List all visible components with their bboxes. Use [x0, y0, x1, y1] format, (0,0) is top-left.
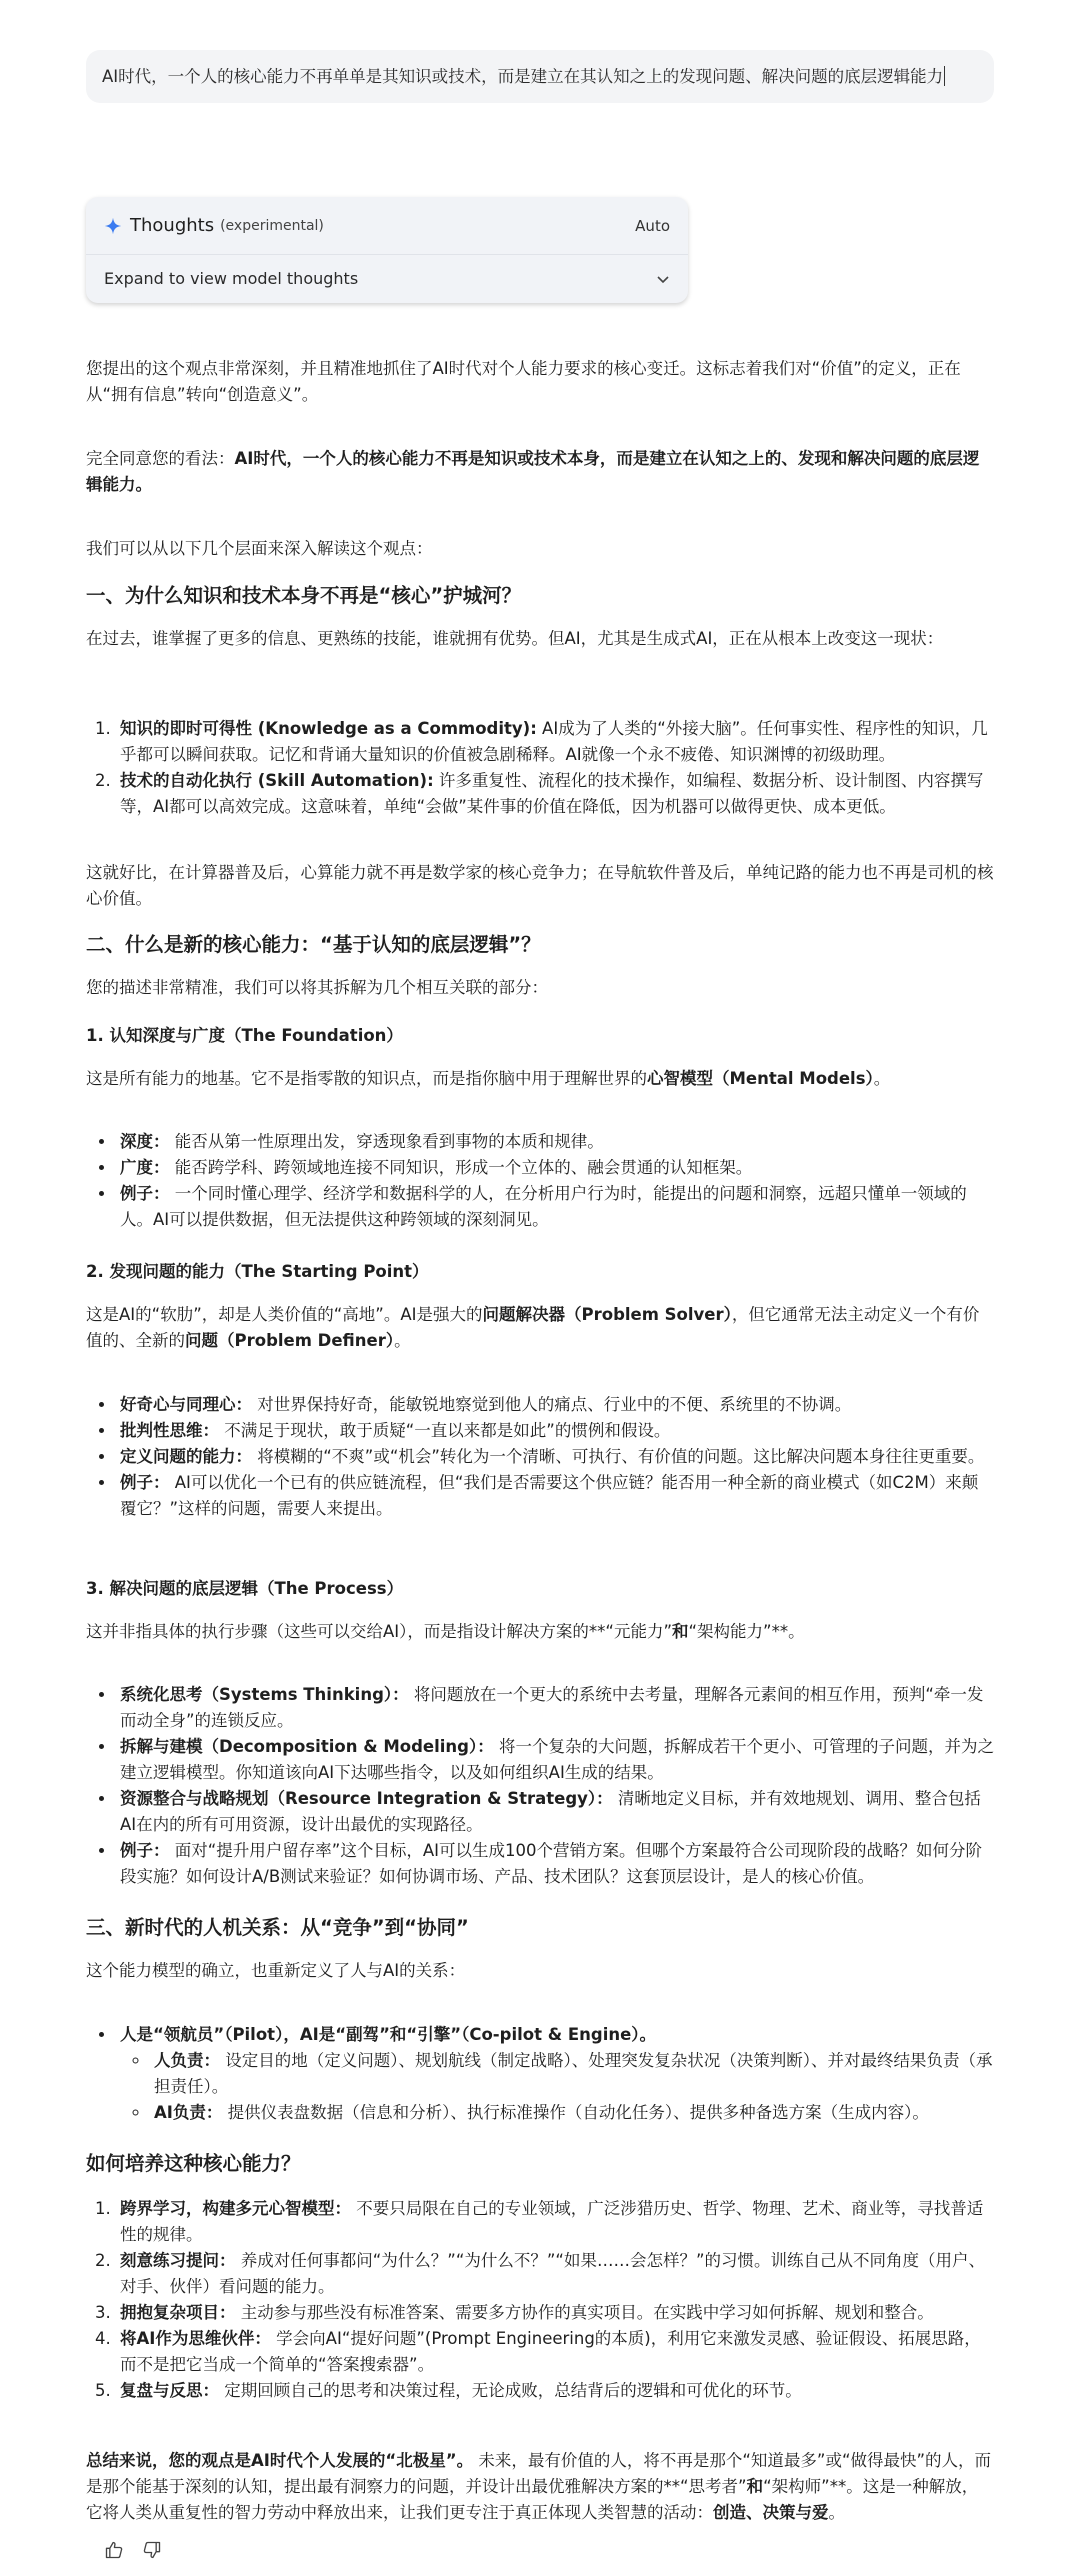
section-3-heading: 三、新时代的人机关系：从“竞争”到“协同” [86, 1916, 469, 1939]
lead-text: 这并非指具体的执行步骤（这些可以交给AI），而是指设计解决方案的**“元能力” [86, 1622, 672, 1641]
lead-text: 。 [394, 1331, 411, 1350]
list-item-bold: 拆解与建模（Decomposition & Modeling）： [120, 1737, 494, 1756]
list-item-bold: 系统化思考（Systems Thinking）： [120, 1685, 409, 1704]
list-item-text: 面对“提升用户留存率”这个目标，AI可以生成100个营销方案。但哪个方案最符合公司现阶段的战略？如何分阶段实施？如何设计A/B测试来验证？如何协调市场、产品、技术团队？这套顶层设计，是人的核心价值。 [120, 1841, 982, 1886]
list-item-bold: 人负责： [154, 2051, 220, 2070]
user-prompt-text: AI时代，一个人的核心能力不再单单是其知识或技术，而是建立在其认知之上的发现问题、解决问题的底层逻辑能力 [102, 67, 944, 86]
lead-text: 。 [873, 1069, 891, 1088]
subsection-2-2-lead [86, 1302, 994, 1354]
user-prompt-bubble [86, 50, 994, 103]
expand-thoughts-button[interactable] [86, 255, 688, 303]
list-item-bold: 技术的自动化执行 (Skill Automation): [120, 771, 434, 790]
list-item [116, 2196, 994, 2248]
list-item-bold: 将AI作为思维伙伴： [120, 2329, 271, 2348]
list-item-text: 主动参与那些没有标准答案、需要多方协作的真实项目。在实践中学习如何拆解、规划和整合。 [235, 2303, 934, 2322]
agree-paragraph [86, 446, 994, 498]
lead-bold: 问题解决器（Problem Solver） [482, 1305, 732, 1324]
list-item-text: AI成为了人类的“外接大脑”。任何事实性、程序性的知识，几乎都可以瞬间获取。记忆和背诵大量知识的价值被急剧稀释。AI就像一个永不疲倦、知识渊博的初级助理。 [120, 719, 988, 764]
agree-text: 完全同意您的看法： [86, 449, 235, 468]
lead-bold: 心智模型（Mental Models） [647, 1069, 874, 1088]
thumbs-down-icon[interactable] [142, 2540, 162, 2560]
list-item-text: 能否从第一性原理出发，穿透现象看到事物的本质和规律。 [169, 1132, 604, 1151]
section-1-list [86, 716, 994, 820]
list-item [116, 1392, 994, 1418]
sub-list-item [150, 2048, 994, 2100]
list-item [116, 1444, 994, 1470]
list-item [116, 1470, 994, 1522]
section-2-heading: 二、什么是新的核心能力：“基于认知的底层逻辑”？ [86, 933, 541, 956]
subsection-2-1-lead [86, 1066, 994, 1092]
section-3-sublist [120, 2048, 994, 2126]
thoughts-header [86, 197, 688, 255]
list-item-bold: 跨界学习，构建多元心智模型： [120, 2199, 351, 2218]
list-item-text: 将问题放在一个更大的系统中去考量，理解各元素间的相互作用，预判“牵一发而动全身”的连锁反应。 [120, 1685, 984, 1730]
list-item-bold: 拥抱复杂项目： [120, 2303, 236, 2322]
list-item [116, 2300, 994, 2326]
list-item [116, 1181, 994, 1233]
list-item-bold: 例子： [120, 1473, 170, 1492]
subsection-2-1-list [86, 1129, 994, 1233]
section-3-list [86, 2022, 994, 2126]
list-item-bold: 广度： [120, 1158, 170, 1177]
list-item-bold: 例子： [120, 1184, 170, 1203]
subsection-2-2-heading: 2. 发现问题的能力（The Starting Point） [86, 1262, 429, 1281]
list-item [116, 716, 994, 768]
list-item-text: 清晰地定义目标，并有效地规划、调用、整合包括AI在内的所有可用资源，设计出最优的实现路径。 [120, 1789, 981, 1834]
intro-paragraph: 您提出的这个观点非常深刻，并且精准地抓住了AI时代对个人能力要求的核心变迁。这标志着我们对“价值”的定义，正在从“拥有信息”转向“创造意义”。 [86, 359, 961, 404]
list-item-text: 养成对任何事都问“为什么？”“为什么不？”“如果……会怎样？”的习惯。训练自己从不同角度（用户、对手、伙伴）看问题的能力。 [120, 2251, 986, 2296]
subsection-2-3-lead [86, 1619, 994, 1645]
list-item [116, 1682, 994, 1734]
list-item-bold: 定义问题的能力： [120, 1447, 252, 1466]
list-item [116, 1734, 994, 1786]
subsection-2-3-heading: 3. 解决问题的底层逻辑（The Process） [86, 1579, 404, 1598]
list-item [116, 1786, 994, 1838]
lead-bold: 和 [672, 1622, 689, 1641]
subsection-2-2-list [86, 1392, 994, 1522]
section-1-close: 这就好比，在计算器普及后，心算能力就不再是数学家的核心竞争力；在导航软件普及后，单纯记路的能力也不再是司机的核心价值。 [86, 863, 994, 908]
lead-text: 这是AI的“软肋”，却是人类价值的“高地”。AI是强大的 [86, 1305, 483, 1324]
section-1-heading: 一、为什么知识和技术本身不再是“核心”护城河？ [86, 584, 522, 607]
summary-text: 未来，最有价值的人，将不再是那个“知道最多”或“做得最快”的人，而是那个能基于深刻的认知，提出最有洞察力的问题，并设计出最优雅解决方案的**“思考者” [86, 2451, 992, 2496]
list-item-text: 不满足于现状，敢于质疑“一直以来都是如此”的惯例和假设。 [219, 1421, 671, 1440]
list-item-text: 一个同时懂心理学、经济学和数据科学的人，在分析用户行为时，能提出的问题和洞察，远超只懂单一领域的人。AI可以提供数据，但无法提供这种跨领域的深刻洞见。 [120, 1184, 967, 1229]
levels-paragraph: 我们可以从以下几个层面来深入解读这个观点： [86, 539, 433, 558]
thumbs-up-icon[interactable] [104, 2540, 124, 2560]
chevron-down-icon [656, 272, 670, 286]
lead-bold: 问题（Problem Definer） [185, 1331, 395, 1350]
list-item [116, 2248, 994, 2300]
list-item-bold: 复盘与反思： [120, 2381, 219, 2400]
section-1-lead: 在过去，谁掌握了更多的信息、更熟练的技能，谁就拥有优势。但AI，尤其是生成式AI，正在从根本上改变这一现状： [86, 629, 944, 648]
list-item-text: 提供仪表盘数据（信息和分析）、执行标准操作（自动化任务）、提供多种备选方案（生成内容）。 [222, 2103, 929, 2122]
section-2-lead: 您的描述非常精准，我们可以将其拆解为几个相互关联的部分： [86, 978, 548, 997]
list-item-bold: 深度： [120, 1132, 170, 1151]
list-item-text: AI可以优化一个已有的供应链流程，但“我们是否需要这个供应链？能否用一种全新的商业模式（如C2M）来颠覆它？”这样的问题，需要人来提出。 [120, 1473, 979, 1518]
list-item-bold: 知识的即时可得性 (Knowledge as a Commodity): [120, 719, 537, 738]
section-3-lead: 这个能力模型的确立，也重新定义了人与AI的关系： [86, 1961, 466, 1980]
agree-bold: AI时代，一个人的核心能力不再是知识或技术本身，而是建立在认知之上的、发现和解决问题的底层逻辑能力。 [86, 449, 980, 494]
sparkle-icon [104, 217, 122, 235]
list-item-text: 定期回顾自己的思考和决策过程，无论成败，总结背后的逻辑和可优化的环节。 [219, 2381, 802, 2400]
list-item-bold: 批判性思维： [120, 1421, 219, 1440]
list-item-text: 学会向AI“提好问题”(Prompt Engineering的本质)，利用它来激发灵感、验证假设、拓展思路，而不是把它当成一个简单的“答案搜索器”。 [120, 2329, 981, 2374]
list-item-bold: 刻意练习提问： [120, 2251, 236, 2270]
summary-bold: 和 [746, 2477, 764, 2496]
list-item-bold: 例子： [120, 1841, 170, 1860]
list-item-text: 将一个复杂的大问题，拆解成若干个更小、可管理的子问题，并为之建立逻辑模型。你知道该向AI下达哪些指令，以及如何组织AI生成的结果。 [120, 1737, 994, 1782]
list-item-bold: 好奇心与同理心： [120, 1395, 252, 1414]
text-cursor [944, 66, 945, 86]
list-item [116, 1838, 994, 1890]
summary-text: “架构师”**。这是一种解放，它将人类从重复性的智力劳动中释放出来，让我们更专注于真正体现人类智慧的活动： [86, 2477, 979, 2522]
thoughts-title: Thoughts [130, 214, 215, 236]
list-item-text: 对世界保持好奇，能敏锐地察觉到他人的痛点、行业中的不便、系统里的不协调。 [252, 1395, 852, 1414]
list-item-bold: 资源整合与战略规划（Resource Integration & Strategy）： [120, 1789, 613, 1808]
list-item [116, 2326, 994, 2378]
list-item [116, 1129, 994, 1155]
list-item [116, 2022, 994, 2126]
list-item [116, 1155, 994, 1181]
expand-thoughts-label: Expand to view model thoughts [104, 269, 359, 288]
list-item-text: 将模糊的“不爽”或“机会”转化为一个清晰、可执行、有价值的问题。这比解决问题本身往往更重要。 [252, 1447, 985, 1466]
section-4-heading: 如何培养这种核心能力？ [86, 2152, 301, 2175]
list-item-bold: 人是“领航员”（Pilot），AI是“副驾”和“引擎”（Co-pilot & Engine）。 [120, 2025, 657, 2044]
subsection-2-1-heading: 1. 认知深度与广度（The Foundation） [86, 1026, 403, 1045]
list-item-text: 设定目的地（定义问题）、规划航线（制定战略）、处理突发复杂状况（决策判断）、并对最终结果负责（承担责任）。 [154, 2051, 993, 2096]
summary-text: 。 [828, 2503, 845, 2522]
thoughts-tag: (experimental) [220, 217, 324, 234]
subsection-2-3-list [86, 1682, 994, 1890]
list-item [116, 1418, 994, 1444]
lead-text: ，但它通常无法主动定义一个有价值的、全新的 [86, 1305, 980, 1350]
summary-bold: 创造、决策与爱 [713, 2503, 829, 2522]
summary-paragraph [86, 2448, 994, 2526]
list-item-text: 许多重复性、流程化的技术操作，如编程、数据分析、设计制图、内容撰写等，AI都可以高效完成。这意味着，单纯“会做”某件事的价值在降低，因为机器可以做得更快、成本更低。 [120, 771, 984, 816]
sub-list-item [150, 2100, 994, 2126]
list-item [116, 2378, 994, 2404]
list-item-bold: AI负责： [154, 2103, 223, 2122]
list-item-text: 能否跨学科、跨领域地连接不同知识，形成一个立体的、融会贯通的认知框架。 [169, 1158, 753, 1177]
section-4-list [86, 2196, 994, 2404]
feedback-actions [104, 2540, 162, 2560]
summary-bold: 总结来说，您的观点是AI时代个人发展的“北极星”。 [86, 2451, 474, 2470]
lead-text: 这是所有能力的地基。它不是指零散的知识点，而是指你脑中用于理解世界的 [86, 1069, 647, 1088]
list-item-text: 不要只局限在自己的专业领域，广泛涉猎历史、哲学、物理、艺术、商业等，寻找普适性的规律。 [120, 2199, 984, 2244]
lead-text: “架构能力”**。 [688, 1622, 805, 1641]
list-item [116, 768, 994, 820]
thoughts-mode-selector[interactable]: Auto [635, 216, 670, 235]
thoughts-panel [86, 197, 688, 303]
